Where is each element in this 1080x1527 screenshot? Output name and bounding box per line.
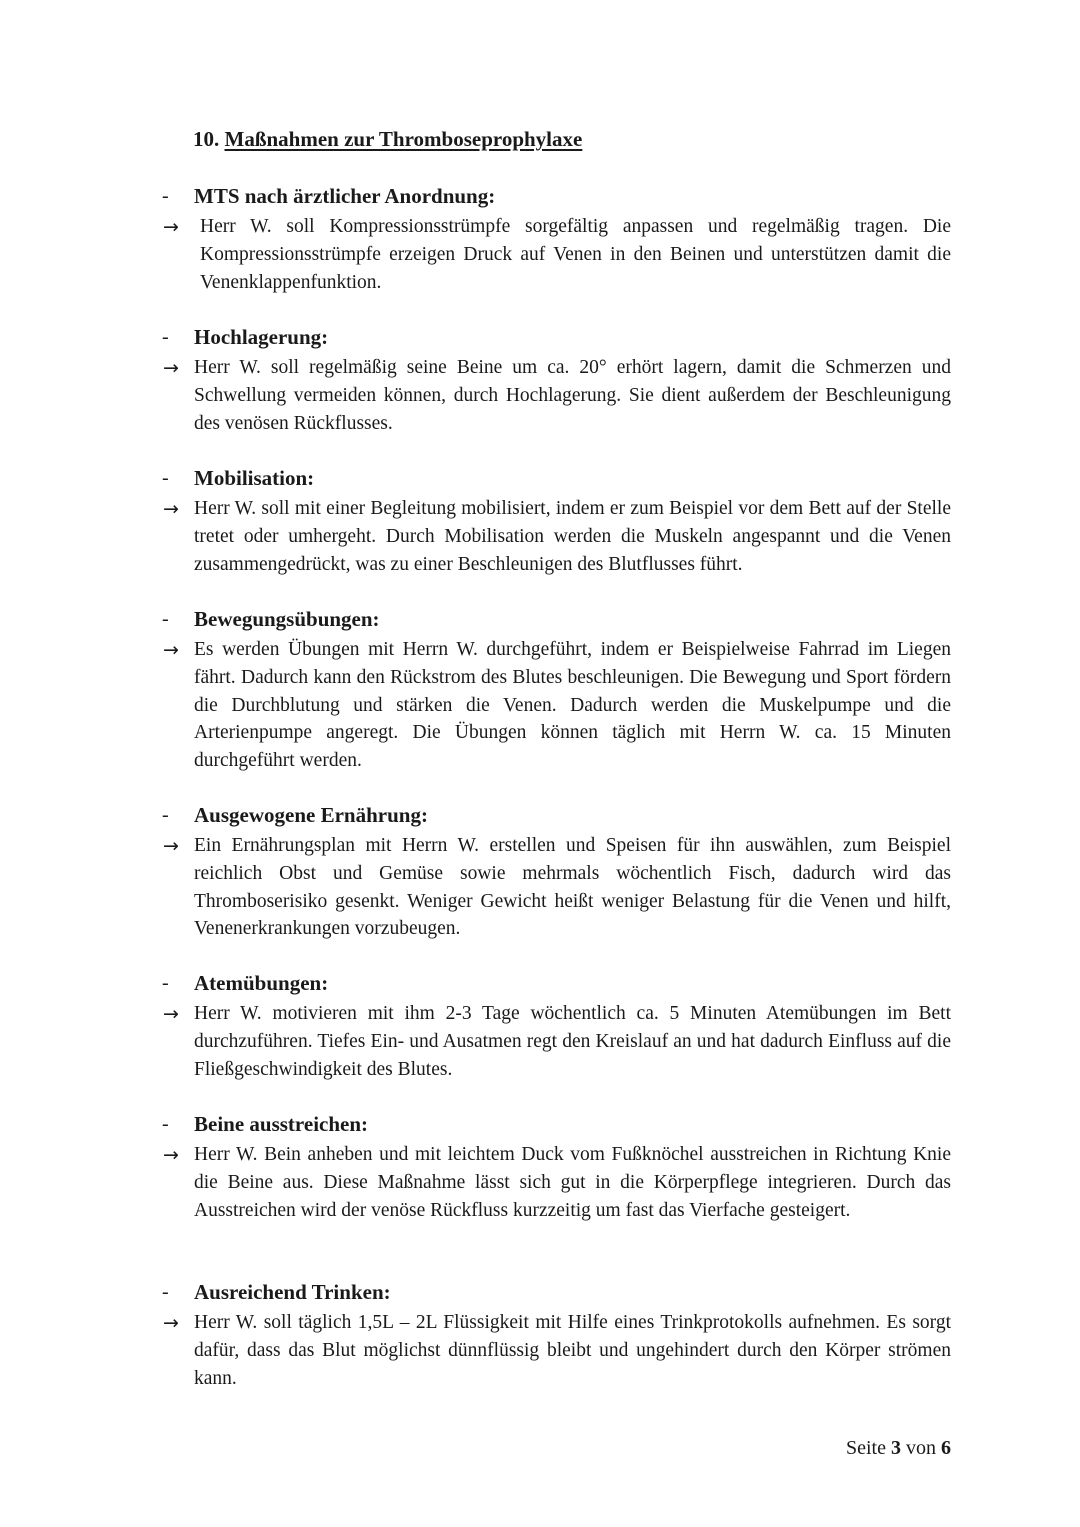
measure-text: Es werden Übungen mit Herrn W. durchgeführt, indem er Beispielweise Fahrrad im Liegen fährt. Dadurch kann den Rückstrom des Blutes beschleunigen. Die Bewegung und Sport fördern die Durchblutung und stärken die Venen. Dadurch werden die Muskelpumpe und die Arterienpumpe angeregt. Die Übungen können täglich mit Herrn W. ca. 15 Minuten durchgeführt werden. [194,639,951,772]
measure-text: Ein Ernährungsplan mit Herrn W. erstellen und Speisen für ihn auswählen, zum Beispiel reichlich Obst und Gemüse sowie mehrmals wöchentlich Fisch, dadurch wird das Thromboserisiko gesenkt. Weniger Gewicht heißt weniger Belastung für die Venen und hilft, Venenerkrankungen vorzubeugen. [194,835,951,940]
page-separator: von [906,1437,936,1459]
measure-text: Herr W. soll täglich 1,5L – 2L Flüssigkeit mit Hilfe eines Trinkprotokolls aufnehmen. Es sorgt dafür, dass das Blut möglichst dünnflüssig bleibt und ungehindert durch den Körper strömen kann. [194,1312,951,1389]
arrow-icon: → [163,357,179,379]
measure-title: Hochlagerung: [194,325,329,349]
bullet-dash: - [162,608,169,630]
measure-title: Beine ausstreichen: [194,1112,369,1136]
arrow-icon: → [163,835,179,857]
measure-title: MTS nach ärztlicher Anordnung: [194,184,496,208]
page-label: Seite [846,1437,886,1459]
measure-text: Herr W. soll Kompressionsstrümpfe sorgefältig anpassen und regelmäßig tragen. Die Kompressionsstrümpfe erzeigen Druck auf Venen in den Beinen und unterstützen damit die Venenklappenfunktion. [200,216,951,293]
bullet-dash: - [162,804,169,826]
bullet-dash: - [162,1113,169,1135]
page-number [846,1437,951,1460]
arrow-icon: → [163,1144,179,1166]
measure-title: Ausreichend Trinken: [194,1280,391,1304]
arrow-icon: → [163,1312,179,1334]
arrow-icon: → [163,216,179,238]
measure-title: Ausgewogene Ernährung: [194,803,428,827]
measure-text: Herr W. motivieren mit ihm 2-3 Tage wöchentlich ca. 5 Minuten Atemübungen im Bett durchzuführen. Tiefes Ein- und Ausatmen regt den Kreislauf an und hat dadurch Einfluss auf die Fließgeschwindigkeit des Blutes. [194,1003,951,1080]
current-page: 3 [891,1437,901,1459]
measure-text: Herr W. soll regelmäßig seine Beine um ca. 20° erhört lagern, damit die Schmerzen und Schwellung vermeiden können, durch Hochlagerung. Sie dient außerdem der Beschleunigung des venösen Rückflusses. [194,357,951,434]
section-heading [193,127,582,152]
heading-title: Maßnahmen zur Thromboseprophylaxe [224,127,583,151]
total-pages: 6 [941,1437,951,1459]
bullet-dash: - [162,467,169,489]
heading-number: 10. [193,127,220,151]
measure-text: Herr W. soll mit einer Begleitung mobilisiert, indem er zum Beispiel vor dem Bett auf der Stelle tretet oder umhergeht. Durch Mobilisation werden die Muskeln angespannt und die Venen zusammengedrückt, was zu einer Beschleunigen des Blutflusses führt. [194,498,951,575]
measure-title: Atemübungen: [194,971,329,995]
bullet-dash: - [162,326,169,348]
measure-text: Herr W. Bein anheben und mit leichtem Duck vom Fußknöchel ausstreichen in Richtung Knie die Beine aus. Diese Maßnahme lässt sich gut in die Körperpflege integrieren. Durch das Ausstreichen wird der venöse Rückfluss kurzzeitig um fast das Vierfache gesteigert. [194,1144,951,1221]
bullet-dash: - [162,185,169,207]
arrow-icon: → [163,1003,179,1025]
arrow-icon: → [163,498,179,520]
measure-title: Mobilisation: [194,466,315,490]
bullet-dash: - [162,972,169,994]
arrow-icon: → [163,639,179,661]
bullet-dash: - [162,1281,169,1303]
measure-title: Bewegungsübungen: [194,607,380,631]
